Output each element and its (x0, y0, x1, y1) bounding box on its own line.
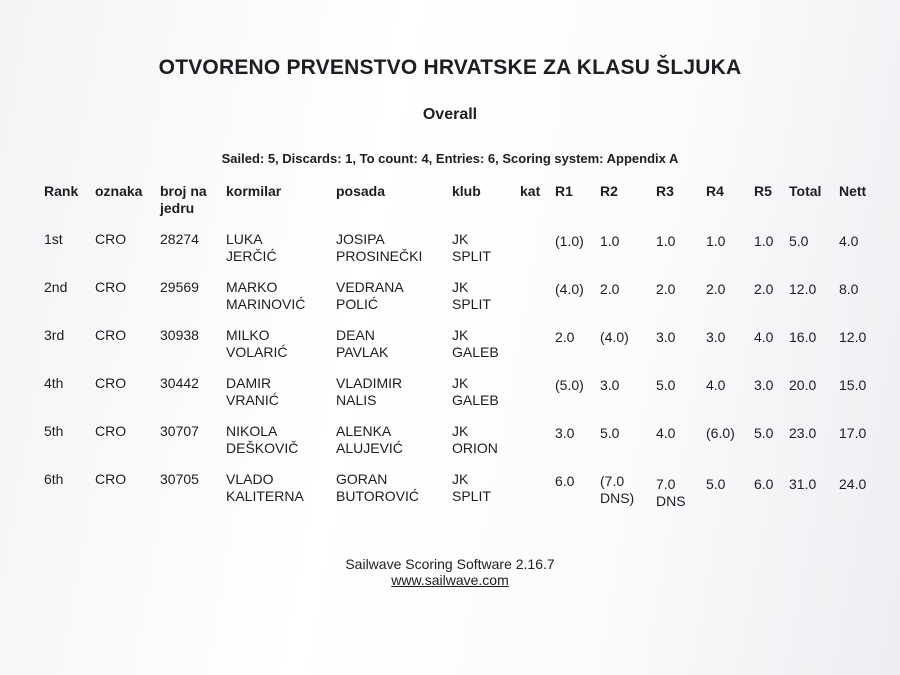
table-cell-rank: 4th (44, 375, 64, 391)
table-cell-nett: 12.0 (839, 329, 867, 345)
table-cell-oznaka: CRO (95, 279, 127, 295)
table-cell-rank: 5th (44, 423, 64, 439)
table-cell-r4: 5.0 (706, 476, 726, 492)
table-cell-r4: 1.0 (706, 233, 726, 249)
table-cell-r4: 2.0 (706, 281, 726, 297)
table-cell-kormilar: MILKO VOLARIĆ (226, 327, 288, 360)
column-header-total: Total (789, 183, 822, 199)
table-cell-klub: JK SPLIT (452, 279, 491, 312)
table-cell-r2: 3.0 (600, 377, 620, 393)
table-cell-kormilar: VLADO KALITERNA (226, 471, 304, 504)
column-header-kat: kat (520, 183, 541, 199)
table-cell-klub: JK SPLIT (452, 471, 491, 504)
table-cell-r2: 5.0 (600, 425, 620, 441)
table-cell-r2: 1.0 (600, 233, 620, 249)
series-summary: Sailed: 5, Discards: 1, To count: 4, Entries: 6, Scoring system: Appendix A (221, 151, 679, 166)
table-cell-r2: 2.0 (600, 281, 620, 297)
column-header-r4: R4 (706, 183, 724, 199)
column-header-r5: R5 (754, 183, 772, 199)
table-cell-r3: 5.0 (656, 377, 676, 393)
table-cell-oznaka: CRO (95, 231, 127, 247)
table-cell-posada: JOSIPA PROSINEČKI (336, 231, 423, 264)
table-cell-r5: 1.0 (754, 233, 774, 249)
table-cell-klub: JK SPLIT (452, 231, 491, 264)
table-cell-posada: VLADIMIR NALIS (336, 375, 403, 408)
table-cell-kormilar: MARKO MARINOVIĆ (226, 279, 306, 312)
table-cell-nett: 4.0 (839, 233, 859, 249)
table-cell-kormilar: LUKA JERČIĆ (226, 231, 277, 264)
table-cell-broj: 30707 (160, 423, 199, 439)
table-cell-r2: (7.0 DNS) (600, 473, 635, 506)
software-credit: Sailwave Scoring Software 2.16.7 (345, 556, 555, 572)
table-cell-rank: 3rd (44, 327, 65, 343)
table-cell-broj: 28274 (160, 231, 199, 247)
table-cell-total: 5.0 (789, 233, 809, 249)
table-cell-klub: JK ORION (452, 423, 498, 456)
table-cell-broj: 30442 (160, 375, 199, 391)
table-cell-broj: 30705 (160, 471, 199, 487)
table-cell-oznaka: CRO (95, 471, 127, 487)
table-cell-r5: 3.0 (754, 377, 774, 393)
table-cell-total: 20.0 (789, 377, 817, 393)
table-cell-total: 16.0 (789, 329, 817, 345)
table-cell-rank: 1st (44, 231, 63, 247)
table-cell-nett: 17.0 (839, 425, 867, 441)
table-cell-oznaka: CRO (95, 375, 127, 391)
table-cell-rank: 2nd (44, 279, 68, 295)
column-header-rank: Rank (44, 183, 79, 199)
column-header-klub: klub (452, 183, 481, 199)
table-cell-broj: 29569 (160, 279, 199, 295)
table-cell-r4: 3.0 (706, 329, 726, 345)
column-header-posada: posada (336, 183, 386, 199)
table-cell-r1: (4.0) (555, 281, 584, 297)
table-cell-r3: 3.0 (656, 329, 676, 345)
table-cell-r4: 4.0 (706, 377, 726, 393)
table-cell-nett: 15.0 (839, 377, 867, 393)
table-cell-oznaka: CRO (95, 327, 127, 343)
table-cell-r1: 2.0 (555, 329, 575, 345)
table-cell-r5: 6.0 (754, 476, 774, 492)
table-cell-posada: GORAN BUTOROVIĆ (336, 471, 419, 504)
table-cell-r5: 4.0 (754, 329, 774, 345)
table-cell-r5: 5.0 (754, 425, 774, 441)
table-cell-r1: (5.0) (555, 377, 584, 393)
table-cell-kormilar: NIKOLA DEŠKOVIČ (226, 423, 299, 456)
column-header-nett: Nett (839, 183, 867, 199)
table-cell-r4: (6.0) (706, 425, 735, 441)
page-title: OTVORENO PRVENSTVO HRVATSKE ZA KLASU ŠLJUKA (158, 56, 742, 79)
page-subtitle: Overall (422, 106, 478, 123)
table-cell-kormilar: DAMIR VRANIĆ (226, 375, 279, 408)
table-cell-total: 12.0 (789, 281, 817, 297)
table-cell-broj: 30938 (160, 327, 199, 343)
table-cell-r5: 2.0 (754, 281, 774, 297)
table-cell-posada: DEAN PAVLAK (336, 327, 389, 360)
table-cell-total: 23.0 (789, 425, 817, 441)
table-cell-nett: 24.0 (839, 476, 867, 492)
table-cell-r3: 1.0 (656, 233, 676, 249)
table-cell-posada: VEDRANA POLIĆ (336, 279, 404, 312)
table-cell-r3: 2.0 (656, 281, 676, 297)
table-cell-r3: 4.0 (656, 425, 676, 441)
table-cell-total: 31.0 (789, 476, 817, 492)
table-cell-posada: ALENKA ALUJEVIĆ (336, 423, 403, 456)
website-link-wrapper (0, 572, 900, 588)
table-cell-klub: JK GALEB (452, 375, 499, 408)
table-cell-r1: 6.0 (555, 473, 575, 489)
column-header-r2: R2 (600, 183, 618, 199)
table-cell-r2: (4.0) (600, 329, 629, 345)
table-cell-r3: 7.0 DNS (656, 476, 686, 509)
table-cell-r1: (1.0) (555, 233, 584, 249)
column-header-oznaka: oznaka (95, 183, 143, 199)
table-cell-r1: 3.0 (555, 425, 575, 441)
table-cell-rank: 6th (44, 471, 64, 487)
column-header-r1: R1 (555, 183, 573, 199)
column-header-kormilar: kormilar (226, 183, 282, 199)
column-header-r3: R3 (656, 183, 674, 199)
website-link[interactable]: www.sailwave.com (391, 572, 509, 588)
column-header-broj: broj na jedru (160, 183, 207, 216)
table-cell-oznaka: CRO (95, 423, 127, 439)
table-cell-klub: JK GALEB (452, 327, 499, 360)
table-cell-nett: 8.0 (839, 281, 859, 297)
